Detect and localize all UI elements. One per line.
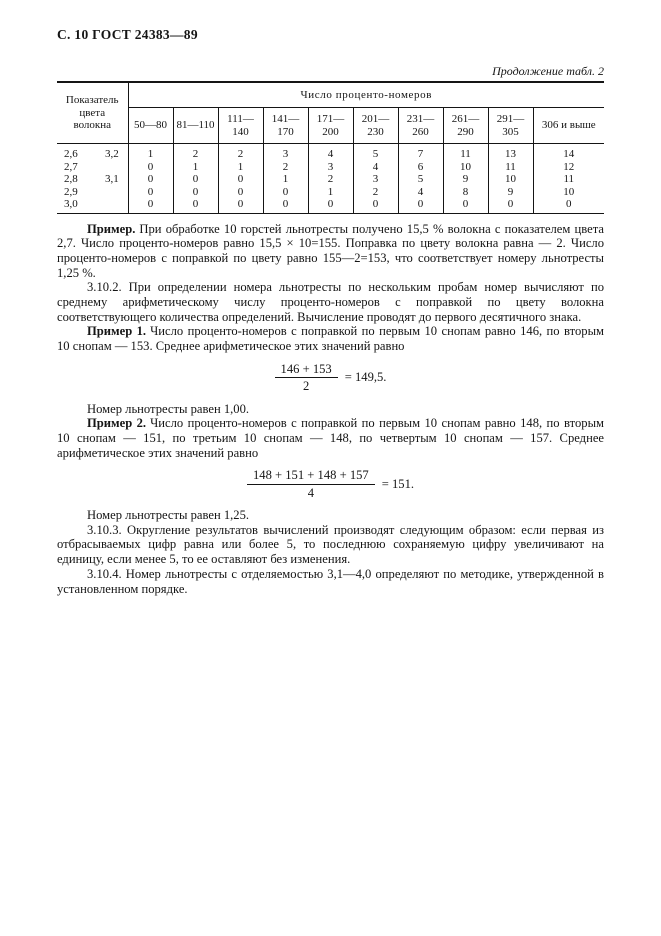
table-cell: 13 bbox=[488, 144, 533, 161]
table-cell: 0 bbox=[218, 173, 263, 186]
range-header-cell: 306 и выше bbox=[533, 108, 604, 144]
color-value-secondary: 3,2 bbox=[105, 148, 119, 160]
table-cell: 1 bbox=[173, 161, 218, 174]
table-caption: Продолжение табл. 2 bbox=[492, 64, 604, 78]
color-value-primary: 2,9 bbox=[64, 185, 78, 198]
table-cell: 1 bbox=[218, 161, 263, 174]
color-value-primary: 2,8 bbox=[64, 173, 78, 185]
table-cell: 1 bbox=[263, 173, 308, 186]
body-text bbox=[57, 222, 604, 597]
table-cell: 5 bbox=[398, 173, 443, 186]
color-value-primary: 2,6 bbox=[64, 148, 78, 160]
table-cell: 2 bbox=[263, 161, 308, 174]
table-cell: 12 bbox=[533, 161, 604, 174]
example-2-label: Пример 2. bbox=[87, 416, 147, 431]
fraction-denominator: 2 bbox=[302, 379, 310, 394]
table-cell: 1 bbox=[147, 148, 154, 160]
table-cell: 0 bbox=[218, 186, 263, 199]
example-label: Пример. bbox=[87, 221, 136, 236]
table-cell: 11 bbox=[443, 144, 488, 161]
range-header-cell: 171—200 bbox=[308, 108, 353, 144]
table-cell: 2 bbox=[173, 144, 218, 161]
fraction bbox=[275, 361, 338, 395]
range-header-cell: 291—305 bbox=[488, 108, 533, 144]
table-cell: 0 bbox=[147, 160, 154, 173]
table-cell: 2 bbox=[308, 173, 353, 186]
table-cell: 5 bbox=[353, 144, 398, 161]
paragraph-number-1-00: Номер льнотресты равен 1,00. bbox=[87, 401, 250, 416]
page-header: С. 10 ГОСТ 24383—89 bbox=[57, 27, 198, 42]
table-cell: 2 bbox=[353, 186, 398, 199]
paragraph-example-2 bbox=[57, 416, 604, 460]
table-cell: 0 bbox=[263, 198, 308, 213]
example-text: При обработке 10 горстей льнотресты получено 15,5 % волокна с показателем цвета 2,7. Число проценто-номеров равно 15,5 × 10=155. Поправка по цвету волокна равна — 2. Число проценто-номеров с поправкой по цвету равно 155—2=153, что соответствует номеру льнотресты 1,25 %. bbox=[57, 221, 604, 280]
table-cell: 3 bbox=[263, 144, 308, 161]
range-header-cell: 50—80 bbox=[128, 108, 173, 144]
range-header-cell: 81—110 bbox=[173, 108, 218, 144]
table-cell: 0 bbox=[173, 198, 218, 213]
table-cell: 0 bbox=[443, 198, 488, 213]
table-cell: 0 bbox=[488, 198, 533, 213]
table-cell: 0 bbox=[147, 185, 154, 198]
table-cell: 3 bbox=[308, 161, 353, 174]
table-cell: 0 bbox=[263, 186, 308, 199]
table-cell: 9 bbox=[443, 173, 488, 186]
table-cell: 7 bbox=[398, 144, 443, 161]
paragraph-3-10-2: 3.10.2. При определении номера льнотресты по нескольким пробам номер вычисляют по среднему арифметическому числу проценто-номеров с поправкой по цвету волокна соответствующего количества определений. Вычисление проводят до первого десятичного знака. bbox=[57, 280, 604, 324]
table-cell: 11 bbox=[533, 173, 604, 186]
percent-numbers-table bbox=[57, 81, 604, 214]
table-cell: 8 bbox=[443, 186, 488, 199]
table-cell: 0 bbox=[218, 198, 263, 213]
table-cell: 6 bbox=[398, 161, 443, 174]
fraction-numerator: 146 + 153 bbox=[275, 361, 338, 378]
table-cell: 0 bbox=[308, 198, 353, 213]
range-header-cell: 231—260 bbox=[398, 108, 443, 144]
paragraph-example-1 bbox=[57, 324, 604, 353]
table-cell: 0 bbox=[147, 198, 154, 210]
formula-average-1 bbox=[57, 361, 604, 395]
paragraph-number-1-25: Номер льнотресты равен 1,25. bbox=[87, 508, 250, 523]
example-2-text: Число проценто-номеров с поправкой по первым 10 снопам равно 148, по вторым 10 снопам — 151, по третьим 10 снопам — 148, по четвертым 10 снопам — 157. Среднее арифметическое этих значений равно bbox=[57, 416, 604, 460]
paragraph-3-10-3: 3.10.3. Округление результатов вычислений производят следующим образом: если первая из отбрасываемых цифр равна или более 5, то последнюю сохраняемую цифру увеличивают на единицу, если менее 5, то ее оставляют без изменения. bbox=[57, 522, 604, 567]
table-cell: 0 bbox=[173, 186, 218, 199]
range-header-cell: 141—170 bbox=[263, 108, 308, 144]
color-value-primary: 3,0 bbox=[64, 198, 78, 210]
fraction-denominator: 4 bbox=[307, 485, 314, 500]
table-header-row-group bbox=[57, 82, 604, 108]
table-cell: 4 bbox=[398, 186, 443, 199]
table-cell: 9 bbox=[488, 186, 533, 199]
color-indicator-cell bbox=[57, 161, 128, 174]
table-cell: 10 bbox=[443, 161, 488, 174]
example-1-text: Число проценто-номеров с поправкой по первым 10 снопам равно 146, по вторым 10 снопам — 153. Среднее арифметическое этих значений равно bbox=[57, 324, 604, 354]
formula-average-2 bbox=[57, 467, 604, 501]
table-row bbox=[57, 186, 604, 199]
fraction bbox=[247, 467, 375, 501]
range-header-cell: 111—140 bbox=[218, 108, 263, 144]
table-cell: 11 bbox=[488, 161, 533, 174]
color-indicator-cell bbox=[57, 144, 128, 161]
table-cell: 1 bbox=[308, 186, 353, 199]
table-cell: 2 bbox=[218, 144, 263, 161]
formula-result: = 151. bbox=[381, 476, 415, 491]
color-value-secondary: 3,1 bbox=[105, 173, 119, 185]
table-row bbox=[57, 173, 604, 186]
table-row bbox=[57, 144, 604, 161]
range-header-cell: 261—290 bbox=[443, 108, 488, 144]
paragraph-3-10-4: 3.10.4. Номер льнотресты с отделяемостью 3,1—4,0 определяют по методике, утвержденной в установленном порядке. bbox=[57, 566, 604, 596]
table-row bbox=[57, 198, 604, 213]
range-header-cell: 201—230 bbox=[353, 108, 398, 144]
table-cell: 0 bbox=[353, 198, 398, 213]
col-header-color-indicator: Показатель цвета волокна bbox=[57, 82, 128, 144]
table-cell: 10 bbox=[533, 186, 604, 199]
table-cell: 14 bbox=[533, 144, 604, 161]
color-indicator-cell bbox=[57, 186, 128, 199]
table-cell: 10 bbox=[488, 173, 533, 186]
formula-result: = 149,5. bbox=[344, 370, 387, 385]
table-cell: 3 bbox=[353, 173, 398, 186]
table-cell: 4 bbox=[308, 144, 353, 161]
table-cell: 0 bbox=[398, 198, 443, 213]
color-value-primary: 2,7 bbox=[64, 160, 78, 173]
table-cell: 0 bbox=[533, 198, 604, 213]
table-cell: 0 bbox=[147, 173, 154, 185]
example-1-label: Пример 1. bbox=[87, 324, 147, 339]
table-cell: 4 bbox=[353, 161, 398, 174]
table-cell: 0 bbox=[173, 173, 218, 186]
table-row bbox=[57, 161, 604, 174]
col-header-group: Число проценто-номеров bbox=[128, 82, 604, 108]
color-indicator-cell bbox=[57, 198, 128, 213]
color-indicator-cell bbox=[57, 173, 128, 186]
paragraph-example bbox=[57, 222, 604, 281]
fraction-numerator: 148 + 151 + 148 + 157 bbox=[247, 467, 375, 484]
table-header-row-ranges bbox=[57, 108, 604, 144]
